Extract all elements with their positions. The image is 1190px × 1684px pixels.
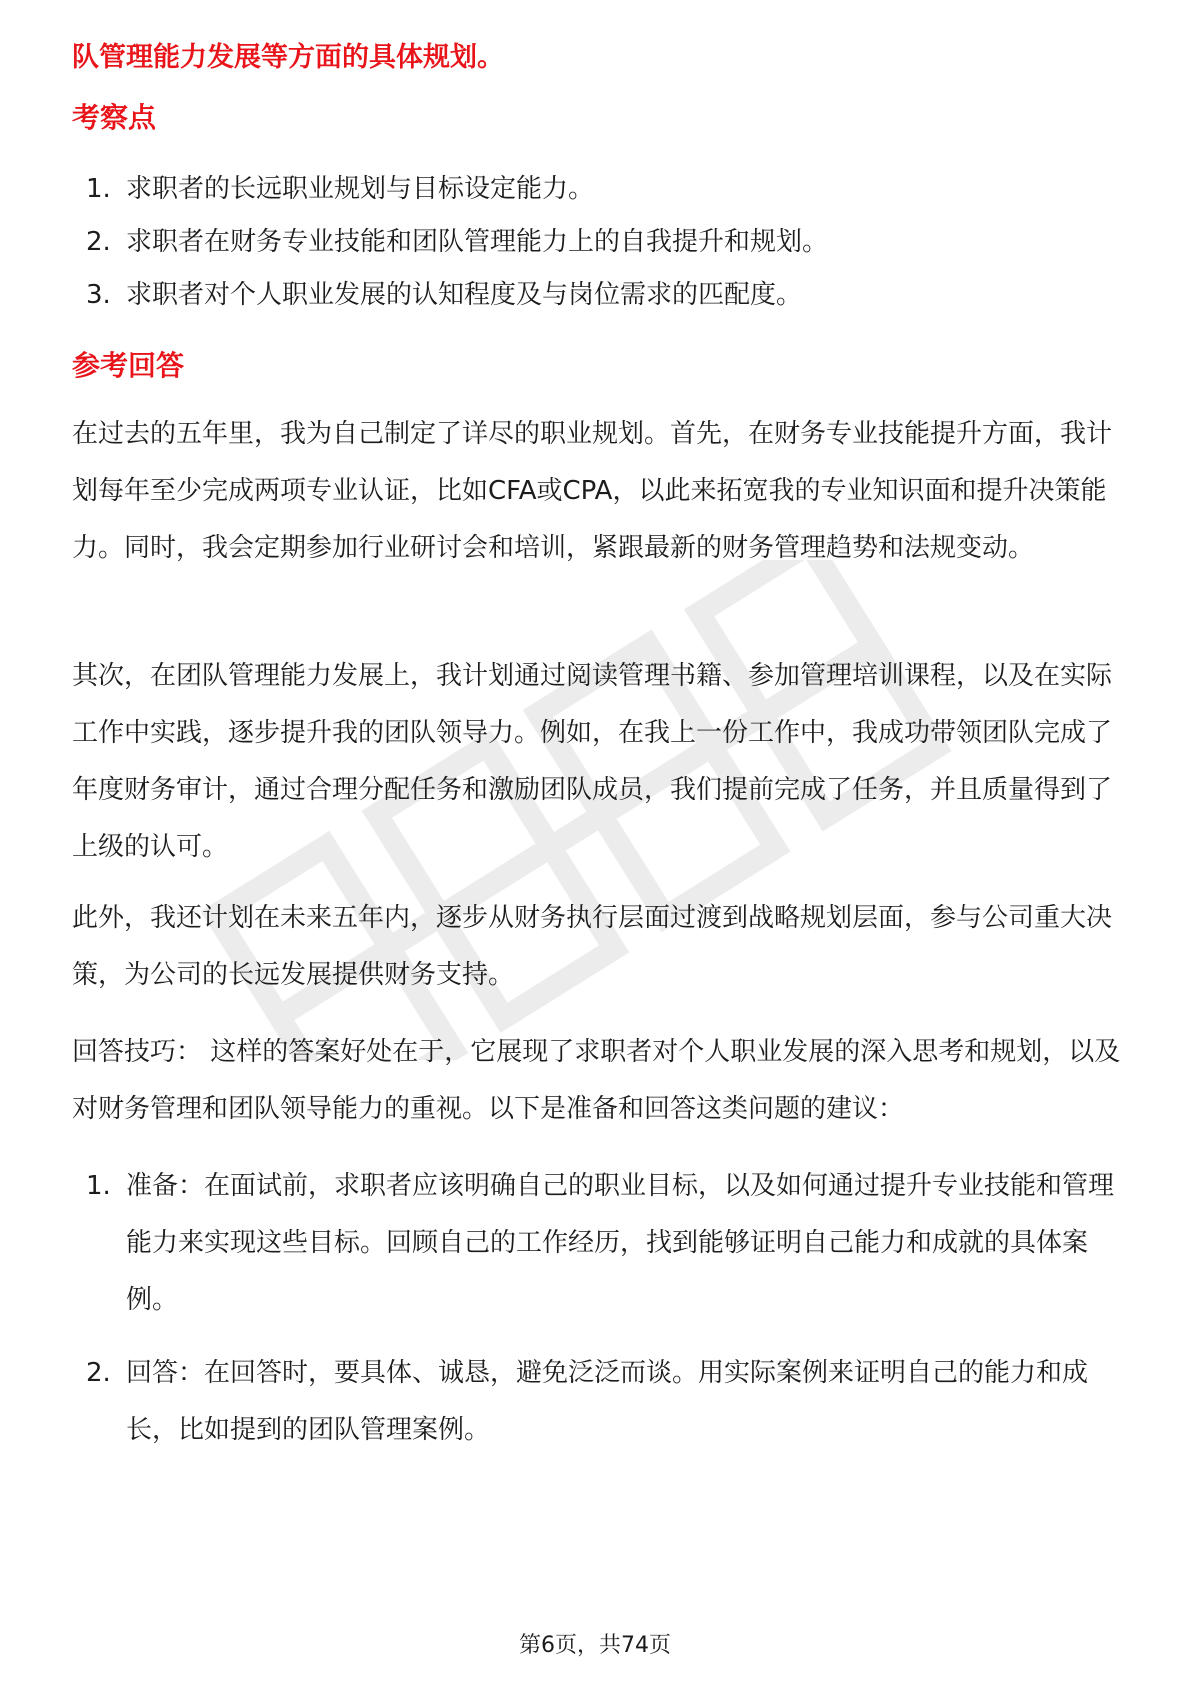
- list-item: [86, 161, 1116, 218]
- tip-item-prepare: [86, 1158, 1116, 1329]
- answer-paragraph-2: 其次，在团队管理能力发展上，我计划通过阅读管理书籍、参加管理培训课程，以及在实际工作中实践，逐步提升我的团队领导力。例如，在我上一份工作中，我成功带领团队完成了年度财务审计，通过合理分配任务和激励团队成员，我们提前完成了任务，并且质量得到了上级的认可。: [72, 661, 1113, 862]
- answer-paragraph-3: 此外，我还计划在未来五年内，逐步从财务执行层面过渡到战略规划层面，参与公司重大决策，为公司的长远发展提供财务支持。: [72, 903, 1113, 990]
- tip-item-answer: [86, 1345, 1116, 1459]
- list-text: 求职者对个人职业发展的认知程度及与岗位需求的匹配度。: [126, 280, 803, 310]
- section-title-key-points: 考察点: [72, 101, 157, 134]
- answer-paragraph-1: 在过去的五年里，我为自己制定了详尽的职业规划。首先，在财务专业技能提升方面，我计划每年至少完成两项专业认证，比如CFA或CPA，以此来拓宽我的专业知识面和提升决策能力。同时，我会定期参加行业研讨会和培训，紧跟最新的财务管理趋势和法规变动。: [72, 419, 1113, 563]
- section-title-reference-answer: 参考回答: [72, 349, 185, 382]
- list-number: 2.: [86, 1358, 111, 1388]
- list-text: 准备：在面试前，求职者应该明确自己的职业目标，以及如何通过提升专业技能和管理能力来实现这些目标。回顾自己的工作经历，找到能够证明自己能力和成就的具体案例。: [126, 1171, 1115, 1315]
- list-text: 回答：在回答时，要具体、诚恳，避免泛泛而谈。用实际案例来证明自己的能力和成长，比如提到的团队管理案例。: [126, 1358, 1089, 1445]
- list-number: 2.: [86, 227, 111, 257]
- page-number-footer: 第6页，共74页: [519, 1633, 671, 1658]
- list-number: 1.: [86, 1171, 111, 1201]
- list-text: 求职者在财务专业技能和团队管理能力上的自我提升和规划。: [126, 227, 829, 257]
- list-number: 3.: [86, 280, 111, 310]
- list-text: 求职者的长远职业规划与目标设定能力。: [126, 174, 595, 204]
- list-item: [86, 267, 1116, 324]
- answer-tips-intro: 回答技巧： 这样的答案好处在于，它展现了求职者对个人职业发展的深入思考和规划，以及对财务管理和团队领导能力的重视。以下是准备和回答这类问题的建议：: [72, 1037, 1121, 1124]
- list-item: [86, 214, 1116, 271]
- list-number: 1.: [86, 174, 111, 204]
- continued-question-line: 队管理能力发展等方面的具体规划。: [72, 42, 504, 73]
